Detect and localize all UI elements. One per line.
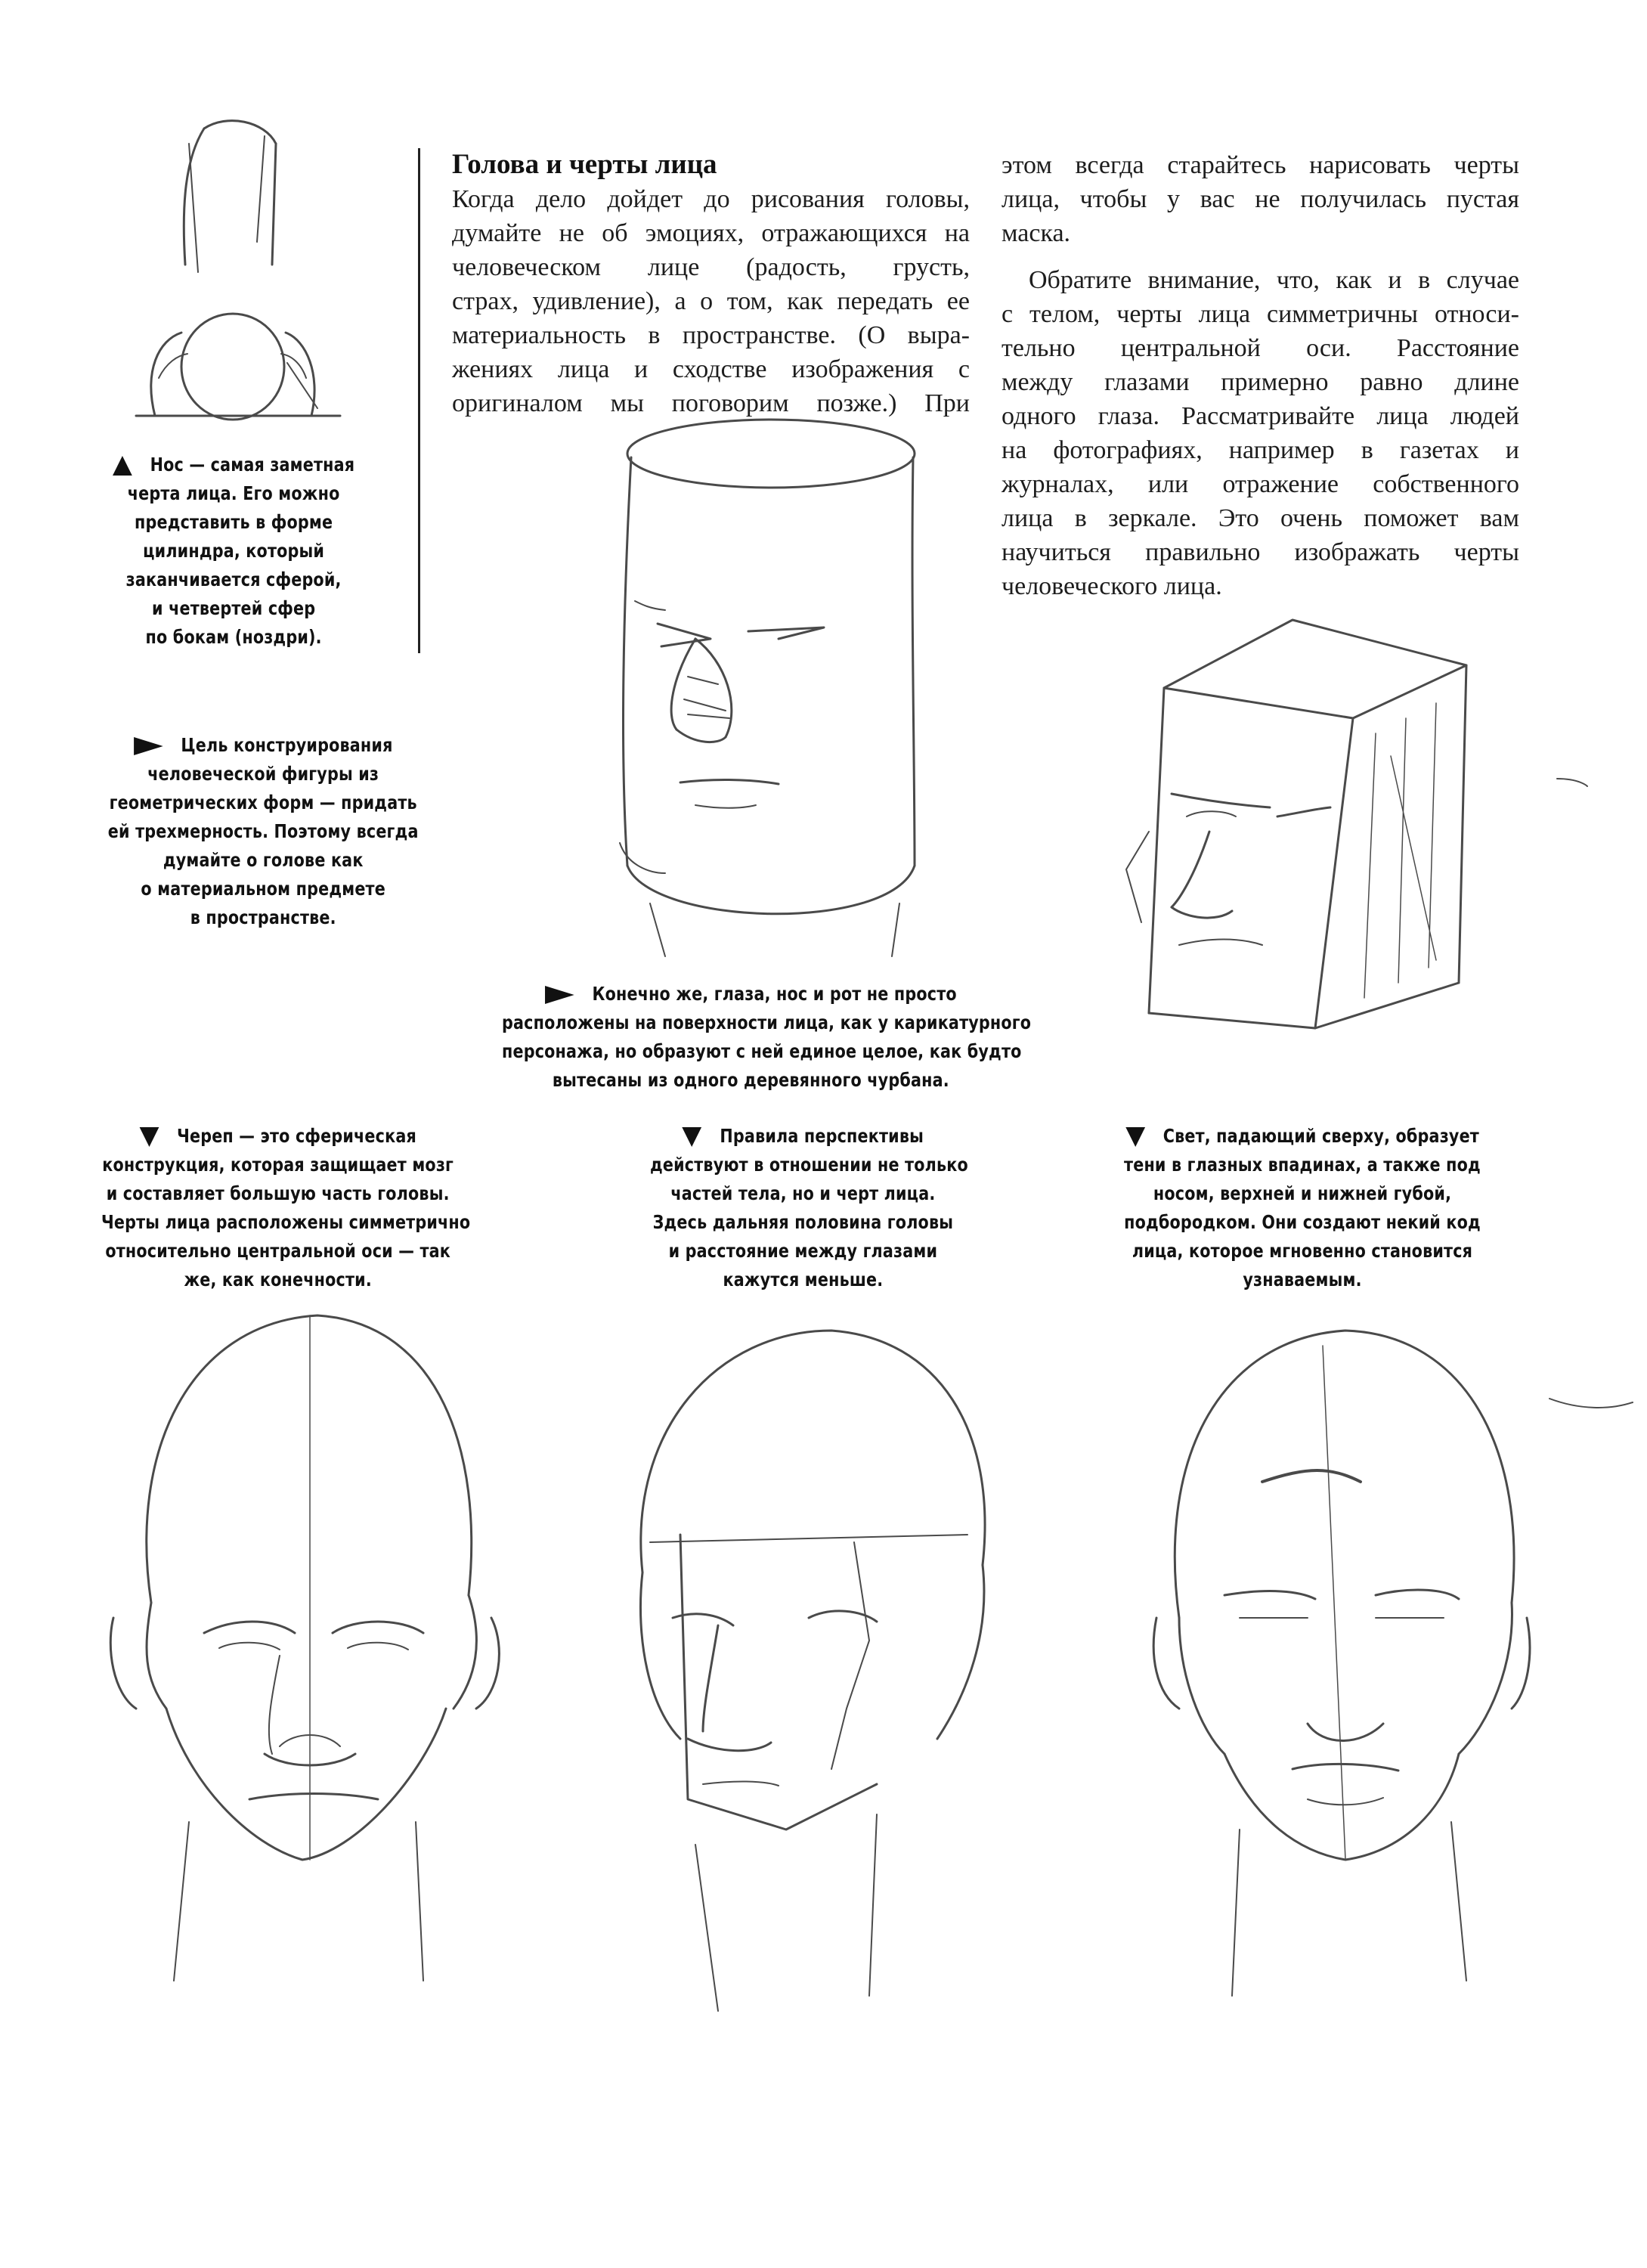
body-line: жениях лица и сходстве изображения с — [452, 355, 970, 383]
body-line: на фотографиях, например в газетах и — [1002, 436, 1519, 464]
body-line: человеческом лице (радость, грусть, — [452, 253, 970, 281]
triangle-right-icon — [134, 737, 163, 755]
body-line: Когда дело дойдет до рисования головы, — [452, 185, 970, 213]
body-line: журналах, или отражение собственного — [1002, 470, 1519, 498]
caption-skull: Череп — это сферическая конструкция, которая защищает мозг и составляет большую часть головы. Черты лица расположены симметрично относительно центральной оси — так же, как конечности. — [101, 1125, 471, 1290]
body-line: лица в зеркале. Это очень поможет вам — [1002, 504, 1519, 532]
body-line: думайте не об эмоциях, отражающихся на — [452, 219, 970, 247]
caption-construct: Цель конструирования человеческой фигуры из геометрических форм — придать ей трехмерность. Поэтому всегда думайте о голове как о материальном предмете в пространстве. — [107, 734, 419, 928]
triangle-down-icon — [683, 1127, 702, 1147]
head-front-sketch — [98, 1300, 522, 2003]
body-line: оригиналом мы поговорим позже.) При — [452, 389, 970, 417]
nose-cylinder-sketch — [113, 113, 363, 431]
cylinder-head-sketch — [605, 412, 983, 987]
body-line: материальность в пространстве. (О выра- — [452, 321, 970, 349]
body-line: одного глаза. Рассматривайте лица людей — [1002, 402, 1519, 430]
body-line: между глазами примерно равно длине — [1002, 368, 1519, 396]
column-divider — [418, 148, 420, 653]
caption-features: Конечно же, глаза, нос и рот не просто расположены на поверхности лица, как у карикатурного персонажа, но образуют с ней единое целое, как будто вытесаны из одного деревянного чурбана. — [502, 983, 1032, 1091]
triangle-down-icon — [139, 1127, 159, 1147]
caption-light: Свет, падающий сверху, образует тени в глазных впадинах, а также под носом, верхней и нижней губой, подбородком. Они создают некий код лица, которое мгновенно становится узнаваемым. — [1124, 1125, 1481, 1290]
body-line: страх, удивление), а о том, как передать ее — [452, 287, 970, 315]
head-perspective-sketch — [605, 1315, 1028, 2034]
triangle-up-icon — [113, 456, 132, 476]
body-line: с телом, черты лица симметричны относи- — [1002, 300, 1519, 328]
triangle-right-icon — [545, 986, 574, 1004]
body-line: маска. — [1002, 219, 1071, 247]
body-line: лица, чтобы у вас не получилась пустая — [1002, 185, 1519, 213]
box-head-sketch — [1104, 605, 1602, 1074]
caption-nose: Нос — самая заметная черта лица. Его можно представить в форме цилиндра, который заканчивается сферой, и четвертей сфер по бокам (ноздри). — [104, 451, 363, 652]
body-line: тельно центральной оси. Расстояние — [1002, 334, 1519, 362]
page-edge-mark — [1549, 1391, 1633, 1414]
caption-perspective: Правила перспективы действуют в отношении не только частей тела, но и черт лица. Здесь дальняя половина головы и расстояние между глазами кажутся меньше. — [650, 1125, 968, 1290]
body-line: этом всегда старайтесь нарисовать черты — [1002, 151, 1519, 179]
body-column-1 — [452, 182, 970, 420]
triangle-down-icon — [1125, 1127, 1145, 1147]
body-line: Обратите внимание, что, как и в случае — [1029, 266, 1519, 294]
section-heading: Голова и черты лица — [452, 149, 717, 180]
body-column-2 — [1002, 148, 1519, 603]
body-line: научиться правильно изображать черты — [1002, 538, 1519, 566]
body-line: человеческого лица. — [1002, 572, 1222, 600]
head-lit-sketch — [1134, 1300, 1557, 2026]
